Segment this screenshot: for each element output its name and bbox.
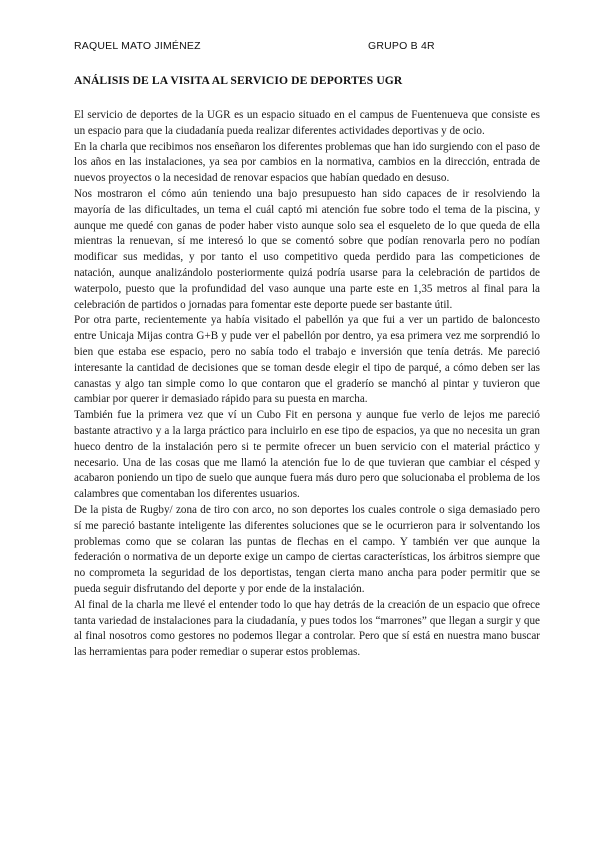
author-name: RAQUEL MATO JIMÉNEZ	[74, 40, 201, 52]
document-body	[74, 108, 540, 661]
paragraph: También fue la primera vez que ví un Cubo Fit en persona y aunque fue verlo de lejos me pareció bastante atractivo y a la larga práctico para incluirlo en ese tipo de espacios, ya que no necesita un gran hueco dentro de la instalación pero si te permite ofrecer un buen servicio con el material práctico y necesario. Una de las cosas que me llamó la atención fue lo de que tuvieran que cambiar el césped y acabaron poniendo un tipo de suelo que aunque fuera más duro pero que solucionaba el problema de los calambres que comentaban los diferentes usuarios.	[74, 409, 540, 501]
group-label: GRUPO B 4R	[368, 40, 435, 52]
paragraph: Al final de la charla me llevé el entender todo lo que hay detrás de la creación de un espacio que ofrece tanta variedad de instalaciones para la ciudadanía, y pues todos los “marrones” que llegan a surgir y que al final nosotros como gestores no podemos llegar a controlar. Pero que sí está en nuestra mano buscar las herramientas para poder remediar o superar estos problemas.	[74, 598, 540, 659]
paragraph: De la pista de Rugby/ zona de tiro con arco, no son deportes los cuales controle o siga demasiado pero sí me pareció bastante inteligente las diferentes soluciones que se le ocurrieron para ir solventando los problemas como que se colaran las puntas de flechas en el campo. Y también ver que aunque la federación o normativa de un deporte exige un campo de ciertas características, los árbitros siempre que no comprometa la seguridad de los deportistas, tengan cierta mano ancha para poder permitir que se pueda seguir disfrutando del deporte y por ende de la instalación.	[74, 503, 540, 595]
document-title: ANÁLISIS DE LA VISITA AL SERVICIO DE DEPORTES UGR	[74, 74, 403, 87]
paragraph: Nos mostraron el cómo aún teniendo una bajo presupuesto han sido capaces de ir resolviendo la mayoría de las dificultades, un tema el cuál captó mi atención fue sobre todo el tema de la piscina, y aunque me quedé con ganas de poder haber visto aunque solo sea el esqueleto de lo que queda de ella mientras la renuevan, sí me interesó lo que se comentó sobre que podían renovarla pero no podían modificar sus medidas, y por tanto el uso competitivo queda perdido para las competiciones de natación, aunque analizándolo posteriormente quizá podría usarse para la celebración de partidos de waterpolo, puesto que la profundidad del vaso aunque una parte este en 1,35 metros al final para la celebración de partidos o jornadas para fomentar este deporte puede ser bastante útil.	[74, 187, 540, 311]
paragraph: Por otra parte, recientemente ya había visitado el pabellón ya que fui a ver un partido de baloncesto entre Unicaja Mijas contra G+B y pude ver el pabellón por dentro, ya esa primera vez me sorprendió lo bien que estaba ese espacio, pero no sabía todo el trabajo e inversión que tenía detrás. Me pareció interesante la cantidad de decisiones que se toman desde elegir el tipo de parqué, a cómo deben ser las canastas y algo tan simple como lo que contaron que el graderío se manchó al pintar y tuvieron que cambiar por querer ir demasiado rápido para su puesta en marcha.	[74, 314, 540, 406]
paragraph: En la charla que recibimos nos enseñaron los diferentes problemas que han ido surgiendo con el paso de los años en las instalaciones, ya sea por cambios en la normativa, cambios en la dirección, entrada de nuevos proyectos o la necesidad de renovar espacios que habían quedado en desuso.	[74, 140, 540, 185]
paragraph: El servicio de deportes de la UGR es un espacio situado en el campus de Fuentenueva que consiste es un espacio para que la ciudadanía pueda realizar diferentes actividades deportivas y de ocio.	[74, 109, 540, 137]
page-header	[74, 40, 540, 54]
